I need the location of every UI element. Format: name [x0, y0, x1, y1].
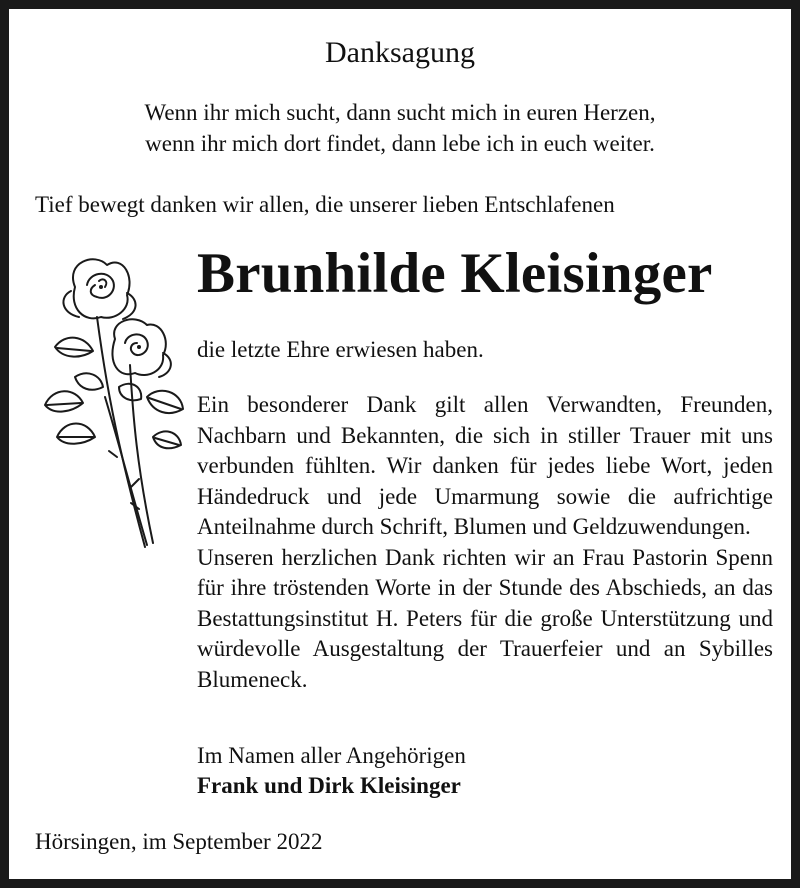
signature-line: Im Namen aller Angehörigen [197, 743, 466, 768]
memorial-quote [9, 97, 791, 159]
place-and-date: Hörsingen, im September 2022 [35, 829, 323, 854]
deceased-name: Brunhilde Kleisinger [197, 242, 713, 305]
thanks-paragraph-2: Unseren herzlichen Dank richten wir an Frau Pastorin Spenn für ihre tröstenden Worte in der Stunde des Abschieds, an das Bestattungsinstitut H. Peters für die große Unterstützung und würdevolle Ausgestaltung der Trauerfeier und an Sybilles Blumeneck. [197, 544, 773, 692]
intro-text: Tief bewegt danken wir allen, die unserer lieben Entschlafenen [35, 192, 615, 217]
thanks-body [197, 390, 773, 695]
thanks-paragraph-1: Ein besonderer Dank gilt allen Verwandten, Freunden, Nachbarn und Bekannten, die sich in stiller Trauer mit uns verbunden fühlten. Wir danken für jedes liebe Wort, jeden Händedruck und jede Umarmung sowie die aufrichtige Anteilnahme durch Schrift, Blumen und Geldzuwendungen. [197, 392, 773, 539]
last-honor-text: die letzte Ehre erwiesen haben. [197, 337, 484, 362]
signatories: Frank und Dirk Kleisinger [197, 773, 461, 798]
quote-line-2: wenn ihr mich dort findet, dann lebe ich in euch weiter. [145, 131, 655, 156]
rose-bouquet-icon [35, 247, 185, 557]
notice-title: Danksagung [325, 36, 475, 69]
quote-line-1: Wenn ihr mich sucht, dann sucht mich in euren Herzen, [144, 100, 656, 125]
